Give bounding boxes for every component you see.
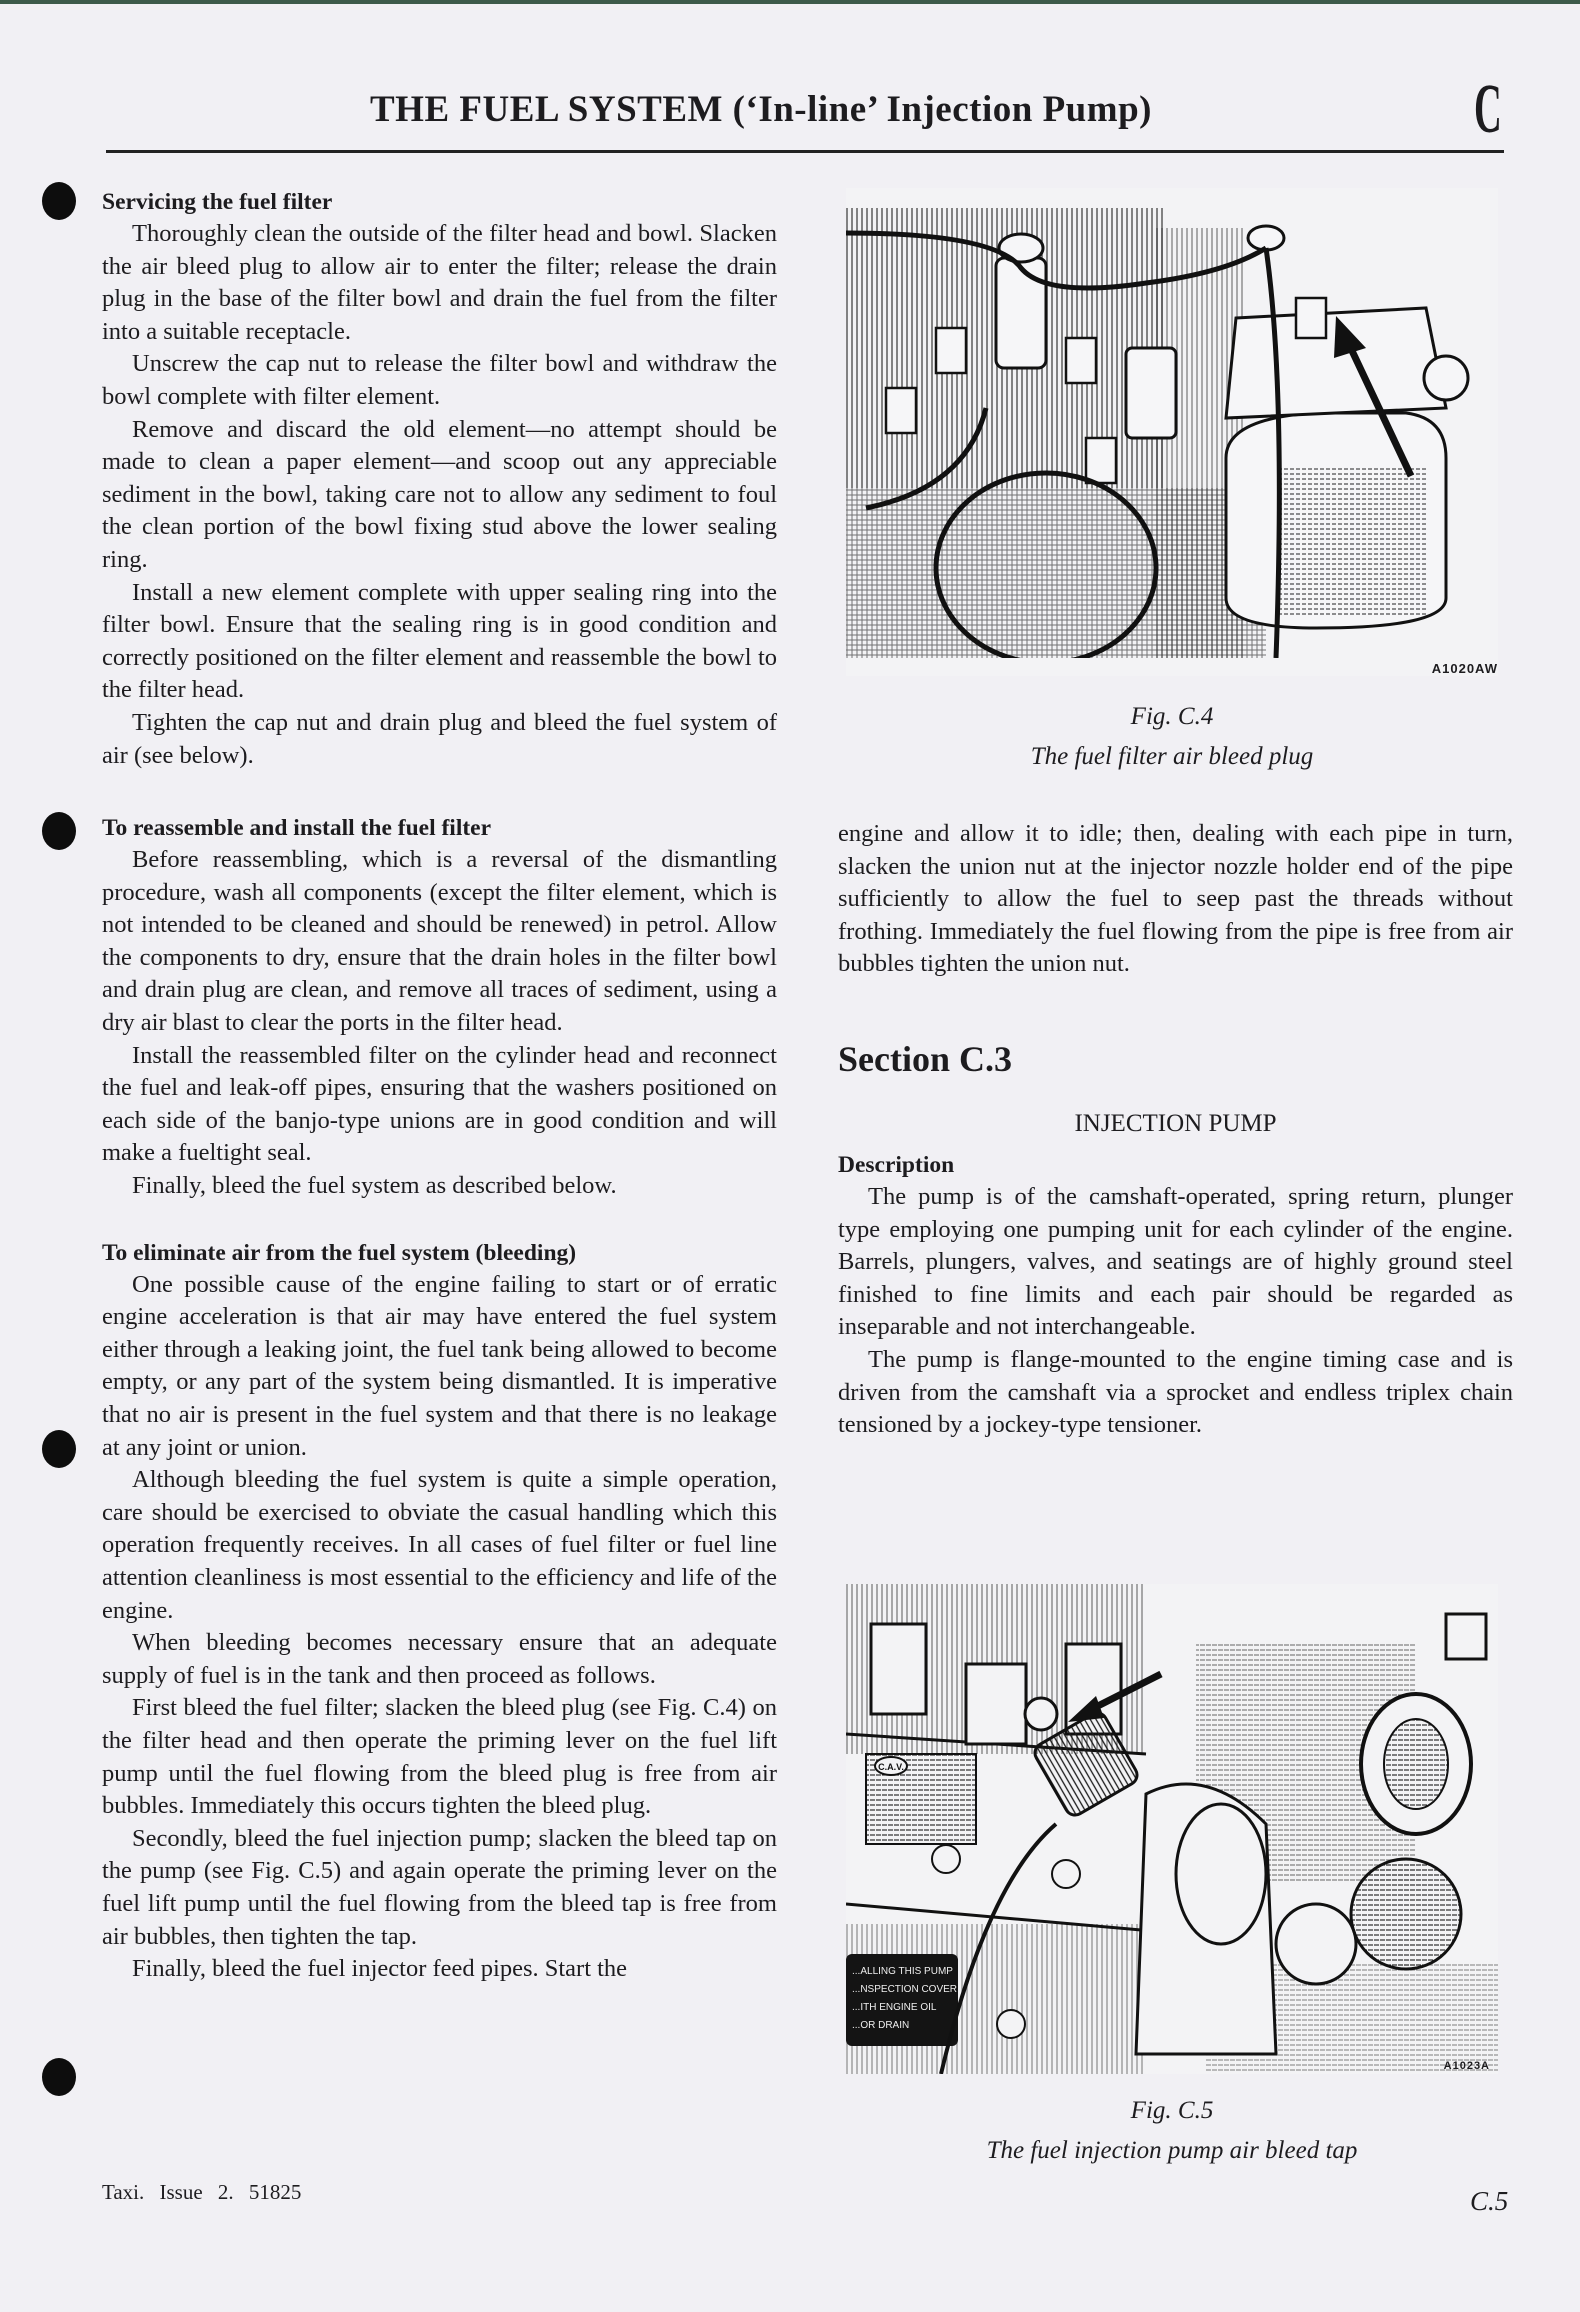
plate-line: ...OR DRAIN xyxy=(852,2020,910,2031)
figure-c4-caption: The fuel filter air bleed plug xyxy=(1030,743,1314,770)
reassemble-section xyxy=(102,812,777,1203)
paragraph: engine and allow it to idle; then, dealing with each pipe in turn, slacken the union nut at the injector nozzle holder end of the pipe sufficiently to allow the fuel to seep past the threads without frothing. Immediately the fuel flowing from the pipe is free from air bubbles tighten the union nut. xyxy=(838,820,1513,978)
paragraph: Thoroughly clean the outside of the filter head and bowl. Slacken the air bleed plug to allow air to enter the filter; release the drain plug in the base of the filter bowl and drain the fuel from the filter into a suitable receptacle. xyxy=(102,220,777,345)
figure-c5-caption: The fuel injection pump air bleed tap xyxy=(986,2137,1358,2164)
plate-line: ...ITH ENGINE OIL xyxy=(852,2002,937,2013)
header-rule xyxy=(106,150,1504,153)
description-heading: Description xyxy=(838,1151,955,1178)
section-title: Section C.3 xyxy=(838,1038,1012,1079)
plate-line: ...NSPECTION COVER xyxy=(852,1984,958,1995)
page-number: C.5 xyxy=(1470,2186,1509,2216)
fuel-filter-drawing xyxy=(846,188,1498,676)
punch-hole xyxy=(42,182,76,220)
paragraph: Unscrew the cap nut to release the filter bowl and withdraw the bowl complete with filter element. xyxy=(102,350,777,410)
chapter-letter: C xyxy=(1474,71,1502,148)
paragraph: The pump is of the camshaft-operated, spring return, plunger type employing one pumping unit for each cylinder of the engine. Barrels, plungers, valves, and seatings are of highly ground steel finished to fine limits and each pair should be regarded as inseparable and not interchangeable. xyxy=(838,1182,1513,1341)
paragraph: Although bleeding the fuel system is quite a simple operation, care should be exercised to obviate the casual handling which this operation frequently receives. In all cases of fuel filter or fuel line attention cleanliness is most essential to the efficiency and life of the engine. xyxy=(102,1466,777,1624)
footer-issue-info: Taxi. Issue 2. 51825 xyxy=(102,2180,302,2204)
figure-c4-number: Fig. C.4 xyxy=(1130,703,1214,730)
paragraph: Secondly, bleed the fuel injection pump; slacken the bleed tap on the pump (see Fig. C.5) and again operate the priming lever on the fuel lift pump until the fuel flowing from the bleed tap is free from air bubbles, then tighten the tap. xyxy=(102,1824,777,1950)
injection-pump-drawing xyxy=(846,1584,1498,2074)
paragraph: Tighten the cap nut and drain plug and bleed the fuel system of air (see below). xyxy=(102,708,777,769)
paragraph: One possible cause of the engine failing to start or of erratic engine acceleration is that air may have entered the fuel system either through a leaking joint, the fuel tank being allowed to become empty, or any part of the system being dismantled. It is imperative that no air is present in the fuel system and that there is no leakage at any joint or union. xyxy=(102,1270,777,1461)
left-column xyxy=(102,186,777,1986)
paragraph: Finally, bleed the fuel injector feed pipes. Start the xyxy=(132,1955,628,1983)
figure-code: A1023A xyxy=(1443,2060,1490,2072)
servicing-section xyxy=(102,186,777,772)
section-subtitle: INJECTION PUMP xyxy=(1074,1109,1277,1137)
bleeding-heading: To eliminate air from the fuel system (bleeding) xyxy=(102,1239,577,1266)
punch-hole xyxy=(42,812,76,850)
cav-plate-label: C.A.V. xyxy=(878,1762,904,1772)
figure-c5-illustration xyxy=(846,1584,1498,2074)
paragraph: Remove and discard the old element—no attempt should be made to clean a paper element—and scoop out any appreciable sediment in the bowl, taking care not to allow any sediment to foul the clean portion of the bowl fixing stud above the lower sealing ring. xyxy=(102,415,777,573)
paragraph: The pump is flange-mounted to the engine timing case and is driven from the camshaft via a sprocket and endless triplex chain tensioned by a jockey-type tensioner. xyxy=(838,1345,1513,1439)
punch-hole xyxy=(42,1430,76,1468)
scan-edge-band xyxy=(0,0,1580,4)
figure-c4-illustration xyxy=(846,188,1498,676)
figure-code: A1020AW xyxy=(1431,661,1498,676)
right-column xyxy=(838,818,1513,1442)
page-header-title: THE FUEL SYSTEM (‘In-line’ Injection Pump) xyxy=(370,89,1152,130)
bleeding-section xyxy=(102,1237,777,1986)
paragraph: First bleed the fuel filter; slacken the bleed plug (see Fig. C.4) on the filter head and then operate the priming lever on the fuel lift pump until the fuel flowing from the bleed plug is free from air bubbles. Immediately this occurs tighten the bleed plug. xyxy=(102,1694,777,1820)
paragraph: Install a new element complete with upper sealing ring into the filter bowl. Ensure that the sealing ring is in good condition and correctly positioned on the filter element and reassemble the bowl to the filter head. xyxy=(102,578,777,704)
figure-c5-number: Fig. C.5 xyxy=(1130,2097,1214,2124)
plate-line: ...ALLING THIS PUMP xyxy=(852,1966,953,1977)
punch-hole xyxy=(42,2058,76,2096)
reassemble-heading: To reassemble and install the fuel filter xyxy=(102,815,492,842)
servicing-heading: Servicing the fuel filter xyxy=(102,189,333,215)
paragraph: Finally, bleed the fuel system as described below. xyxy=(132,1172,617,1200)
paragraph: Install the reassembled filter on the cylinder head and reconnect the fuel and leak-off pipes, ensuring that the washers positioned on each side of the banjo-type unions are in good condition and will make a fueltight seal. xyxy=(102,1041,777,1167)
paragraph: When bleeding becomes necessary ensure that an adequate supply of fuel is in the tank and then proceed as follows. xyxy=(102,1629,777,1689)
paragraph: Before reassembling, which is a reversal of the dismantling procedure, wash all components (except the filter element, which is not intended to be cleaned and should be renewed) in petrol. Allow the components to dry, ensure that the drain holes in the filter bowl and drain plug are clean, and remove all traces of sediment, using a dry air blast to clear the ports in the filter head. xyxy=(102,846,777,1037)
